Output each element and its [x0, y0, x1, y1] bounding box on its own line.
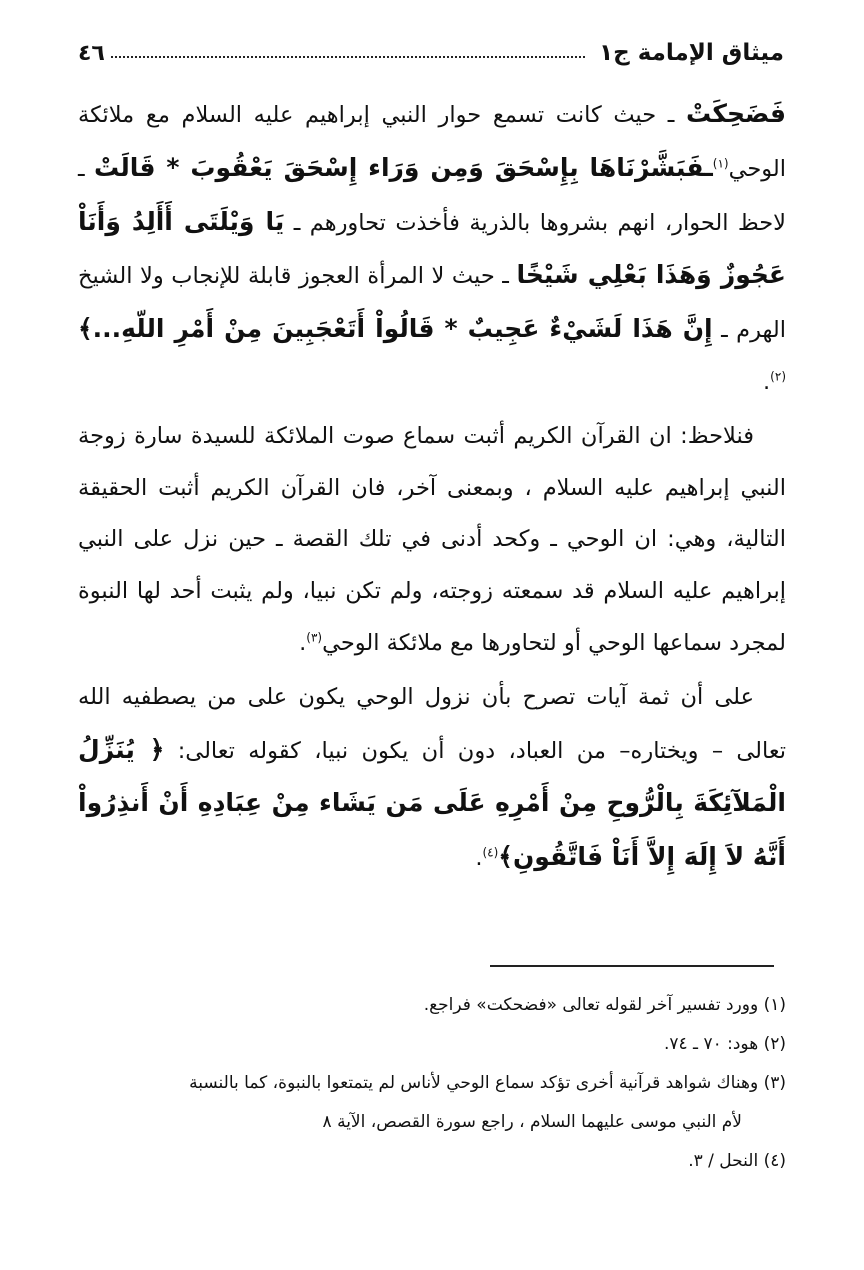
quran-verse: ﴿ يُنَزِّلُ الْمَلآئِكَةَ بِالْرُّوحِ مِنْ أَمْرِهِ عَلَى مَن يَشَاء مِنْ عِبَادِهِ أَنْ أَنذِرُواْ أَنَّهُ لاَ إِلَهَ إِلاَّ أَنَاْ فَاتَّقُونِ﴾: [78, 734, 786, 872]
footnote-ref: (٤): [482, 845, 499, 860]
footnote-3-continued: لأم النبي موسى عليهما السلام ، راجع سورة القصص، الآية ٨: [322, 1112, 742, 1132]
main-text: [78, 88, 786, 885]
footnote-ref: (٣): [306, 630, 323, 645]
body-text: ـ حيث لا المرأة العجوز قابلة للإنجاب ولا الشيخ الهرم ـ: [78, 263, 786, 344]
footnote-separator: [490, 965, 774, 967]
body-text: .: [299, 629, 307, 656]
body-text: .: [763, 368, 771, 395]
quran-verse: يَا وَيْلَتَى أَأَلِدُ وَأَنَاْ عَجُوزٌ وَهَذَا بَعْلِي شَيْخًا: [78, 206, 786, 290]
footnotes: [78, 986, 786, 1181]
quran-verse: إِنَّ هَذَا لَشَيْءٌ عَجِيبٌ * قَالُواْ أَتَعْجَبِينَ مِنْ أَمْرِ اللّهِ...﴾: [78, 314, 713, 344]
body-text: على أن ثمة آيات تصرح بأن نزول الوحي يكون على من يصطفيه الله تعالى – ويختاره– من العباد، دون أن يكون نبيا، كقوله تعالى:: [78, 683, 786, 764]
body-text: فنلاحظ: ان القرآن الكريم أثبت سماع صوت الملائكة للسيدة سارة زوجة النبي إبراهيم عليه السلام ، وبمعنى آخر، فان القرآن الكريم أثبت الحقيقة التالية، وهي: ان الوحي ـ وكحد أدنى في تلك القصة ـ حين نزل على النبي إبراهيم عليه السلام قد سمعته زوجته، ولم تكن نبيا، ولم يثبت أحد لها النبوة لمجرد سماعها الوحي أو لتحاورها مع ملائكة الوحي: [78, 422, 786, 656]
quran-verse: فَضَحِكَتْ: [685, 99, 786, 128]
footnote-2: (٢) هود: ٧٠ ـ ٧٤.: [663, 1034, 786, 1054]
footnote-1: (١) وورد تفسير آخر لقوله تعالى «فضحكت» فراجع.: [423, 995, 786, 1015]
body-text: ـ لاحظ الحوار، انهم بشروها بالذرية فأخذت تحاورهم ـ: [78, 155, 786, 236]
footnote-3: (٣) وهناك شواهد قرآنية أخرى تؤكد سماع الوحي لأناس لم يتمتعوا بالنبوة، كما بالنسبة: [189, 1073, 786, 1093]
quran-verse: ـفَبَشَّرْنَاهَا بِإِسْحَقَ وَمِن وَرَاء إِسْحَقَ يَعْقُوبَ * قَالَتْ: [93, 152, 713, 182]
page-number: ٤٦: [78, 41, 105, 66]
header-leader-dots: [111, 56, 585, 58]
body-text: ـ حيث كانت تسمع حوار النبي إبراهيم عليه السلام مع ملائكة الوحي: [78, 102, 786, 182]
book-title: ميثاق الإمامة ج١: [599, 40, 784, 66]
paragraph-2: [78, 411, 786, 670]
paragraph-1: [78, 88, 786, 409]
footnote-ref: (١): [712, 156, 729, 171]
footnote-ref: (٢): [770, 369, 786, 384]
page-header: [78, 30, 784, 66]
body-text: .: [475, 845, 483, 872]
footnote-4: (٤) النحل / ٣.: [688, 1151, 786, 1171]
paragraph-3: [78, 672, 786, 885]
